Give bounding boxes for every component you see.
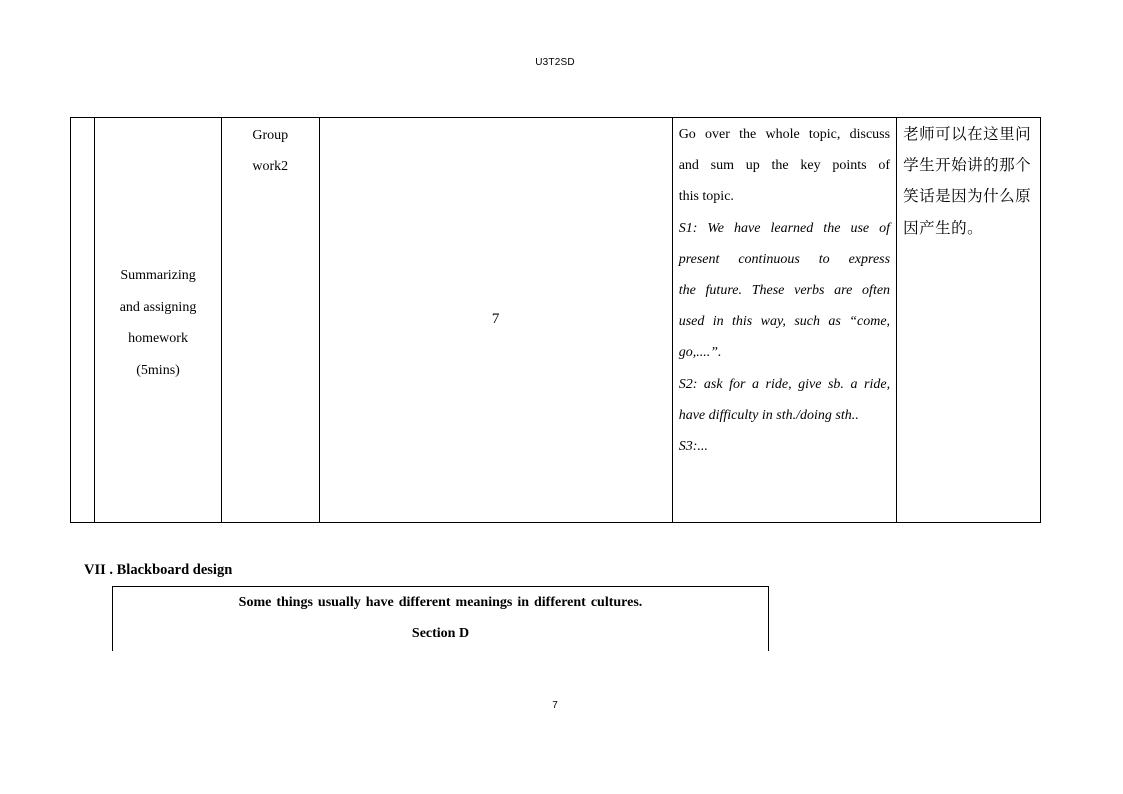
blackboard-line-1: Some things usually have different meanings in different cultures. — [238, 595, 643, 610]
time-cell — [319, 118, 672, 523]
blackboard-box — [112, 586, 769, 651]
activity-cell — [672, 118, 896, 523]
mode-line: Group — [252, 128, 289, 143]
lesson-plan-table — [70, 117, 1041, 523]
activity-line: this topic. — [678, 189, 734, 205]
activity-line: present continuous to express — [678, 251, 891, 267]
stage-line: Summarizing — [120, 268, 196, 283]
activity-line: and sum up the key points of — [678, 158, 891, 174]
stage-line: and assigning — [119, 299, 197, 315]
note-line: 笑话是因为什么原 — [903, 187, 1032, 206]
mode-line: work2 — [252, 159, 289, 175]
activity-line: used in this way, such as “come, — [678, 314, 891, 330]
activity-line: S3:... — [678, 439, 708, 455]
activity-line: S2: ask for a ride, give sb. a ride, — [678, 376, 891, 392]
empty-cell — [71, 118, 95, 523]
activity-line: S1: We have learned the use of — [678, 220, 891, 236]
note-line: 学生开始讲的那个 — [903, 156, 1032, 175]
time-value: 7 — [491, 311, 500, 328]
note-line: 老师可以在这里问 — [903, 125, 1032, 143]
teacher-note-cell — [897, 118, 1041, 523]
activity-line: the future. These verbs are often — [678, 283, 891, 299]
blackboard-line-2: Section D — [411, 626, 470, 641]
activity-line: Go over the whole topic, discuss — [678, 127, 891, 142]
stage-cell — [95, 118, 222, 523]
activity-line: go,....”. — [678, 345, 722, 361]
stage-line: (5mins) — [136, 362, 180, 378]
mode-cell — [221, 118, 319, 523]
section-heading: VII . Blackboard design — [84, 562, 233, 578]
note-line: 因产生的。 — [903, 218, 984, 237]
stage-line: homework — [128, 331, 188, 346]
page-number: 7 — [552, 700, 558, 711]
table-row — [71, 118, 1041, 523]
page-header-code: U3T2SD — [535, 57, 575, 68]
activity-line: have difficulty in sth./doing sth.. — [678, 407, 859, 423]
